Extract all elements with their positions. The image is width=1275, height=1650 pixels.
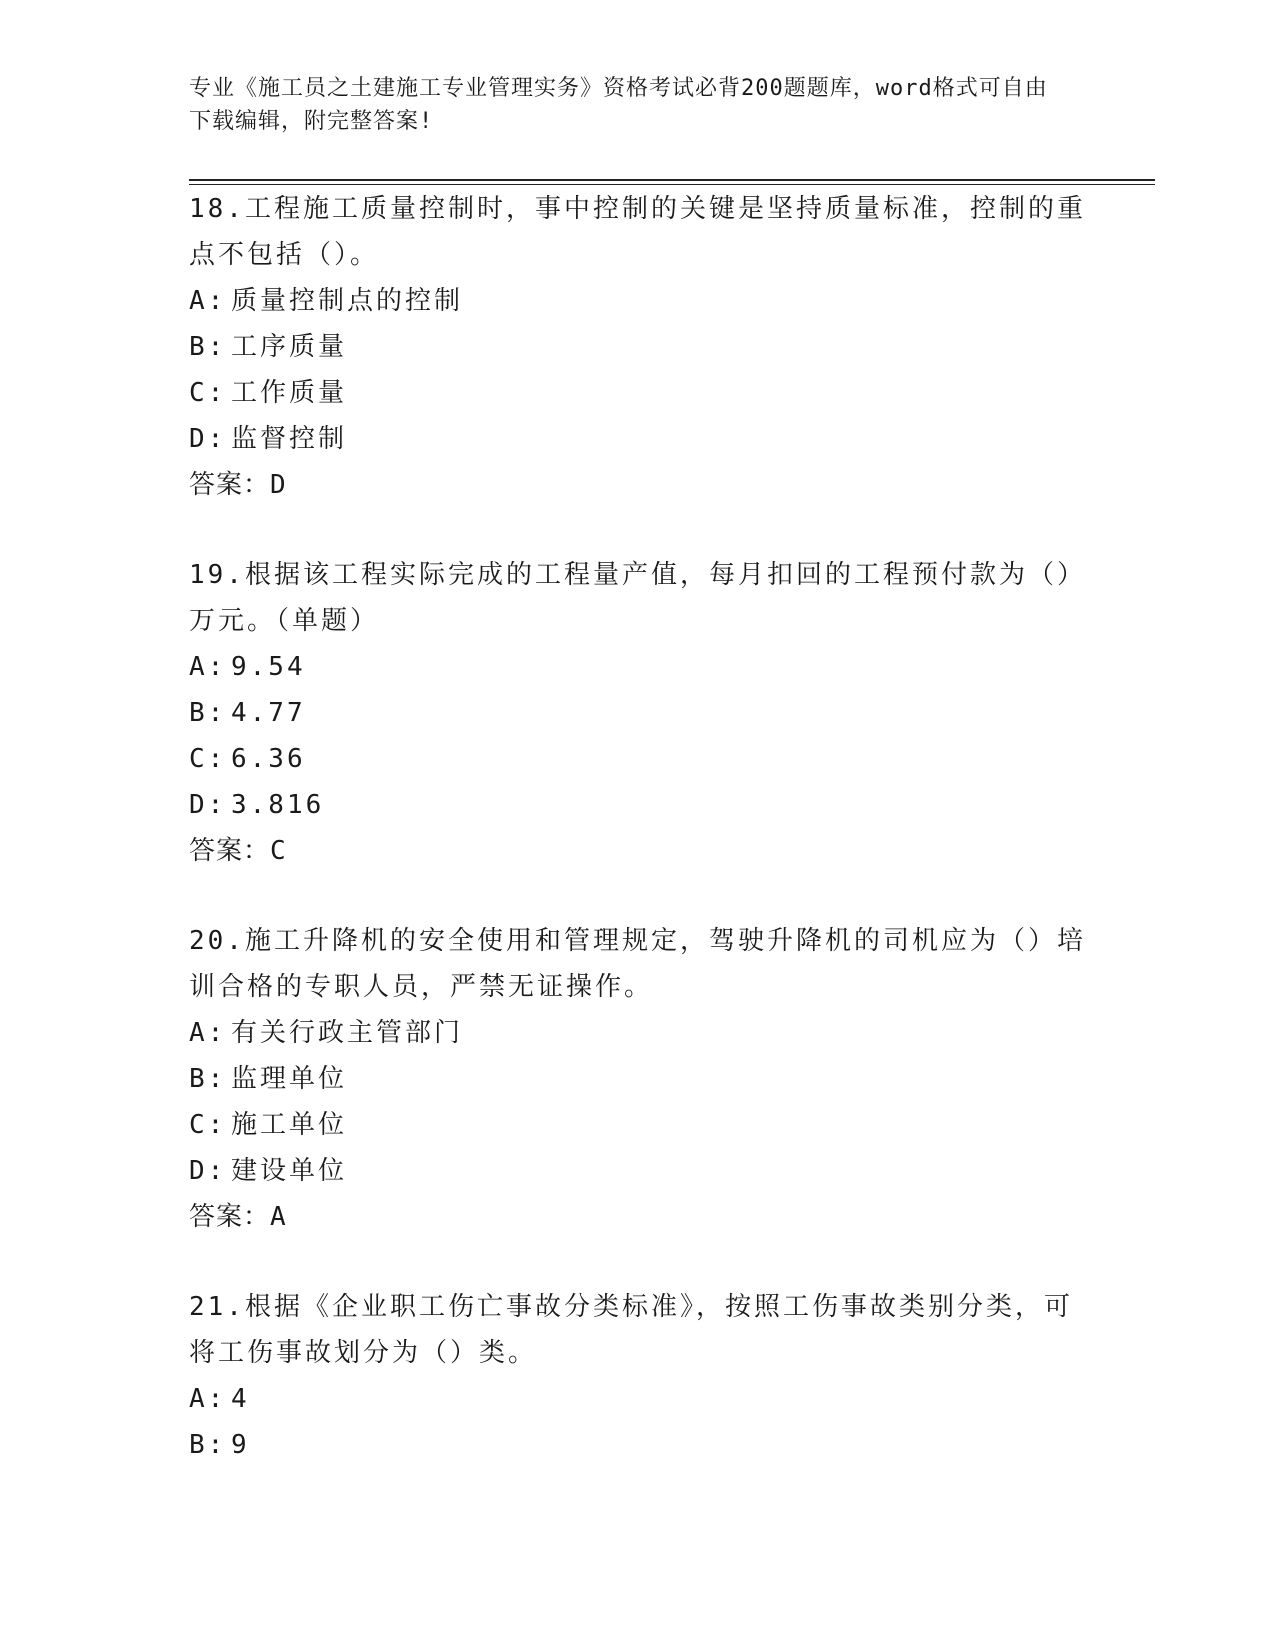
- option-letter: A:: [189, 1018, 227, 1048]
- option-a: [189, 644, 1089, 690]
- option-text: 3.816: [231, 790, 325, 820]
- option-text: 监督控制: [231, 424, 348, 454]
- option-text: 工序质量: [231, 332, 348, 362]
- option-a: [189, 1010, 1089, 1056]
- option-a: [189, 1376, 1089, 1422]
- answer-value: A: [270, 1202, 287, 1232]
- option-letter: D:: [189, 1156, 227, 1186]
- option-c: [189, 370, 1089, 416]
- question-item: [189, 186, 1089, 508]
- option-b: [189, 1422, 1089, 1468]
- document-header: [189, 72, 1069, 138]
- option-text: 工作质量: [231, 378, 348, 408]
- option-b: [189, 1056, 1089, 1102]
- option-letter: A:: [189, 286, 227, 316]
- answer-label: 答案：: [189, 470, 271, 500]
- option-letter: A:: [189, 1384, 227, 1414]
- question-text: 19.根据该工程实际完成的工程量产值，每月扣回的工程预付款为（）万元。（单题）: [189, 560, 1086, 636]
- answer-line: [189, 1194, 1089, 1240]
- option-text: 9: [231, 1430, 250, 1460]
- option-letter: C:: [189, 1110, 227, 1140]
- option-text: 建设单位: [231, 1156, 348, 1186]
- option-letter: A:: [189, 652, 227, 682]
- option-text: 监理单位: [231, 1064, 348, 1094]
- option-letter: C:: [189, 378, 227, 408]
- question-item: [189, 1284, 1089, 1468]
- header-title: 专业《施工员之土建施工专业管理实务》资格考试必背200题题库，word格式可自由下载编辑，附完整答案!: [189, 76, 1048, 134]
- option-b: [189, 324, 1089, 370]
- option-letter: D:: [189, 790, 227, 820]
- answer-label: 答案：: [189, 1202, 271, 1232]
- option-letter: D:: [189, 424, 227, 454]
- option-text: 4: [231, 1384, 250, 1414]
- option-text: 施工单位: [231, 1110, 348, 1140]
- option-text: 6.36: [231, 744, 306, 774]
- option-letter: B:: [189, 698, 227, 728]
- option-d: [189, 782, 1089, 828]
- option-c: [189, 736, 1089, 782]
- question-text: 21.根据《企业职工伤亡事故分类标准》，按照工伤事故类别分类，可将工伤事故划分为（）类。: [189, 1292, 1073, 1368]
- option-text: 质量控制点的控制: [231, 286, 464, 316]
- option-b: [189, 690, 1089, 736]
- option-letter: B:: [189, 332, 227, 362]
- answer-value: C: [270, 836, 287, 866]
- option-text: 9.54: [231, 652, 306, 682]
- question-list: [189, 186, 1089, 1512]
- option-d: [189, 1148, 1089, 1194]
- option-d: [189, 416, 1089, 462]
- option-letter: C:: [189, 744, 227, 774]
- question-item: [189, 918, 1089, 1240]
- option-text: 有关行政主管部门: [231, 1018, 464, 1048]
- option-letter: B:: [189, 1430, 227, 1460]
- header-divider: [189, 179, 1155, 185]
- question-text: 20.施工升降机的安全使用和管理规定，驾驶升降机的司机应为（）培训合格的专职人员，严禁无证操作。: [189, 926, 1086, 1002]
- answer-line: [189, 828, 1089, 874]
- question-item: [189, 552, 1089, 874]
- option-text: 4.77: [231, 698, 306, 728]
- answer-line: [189, 462, 1089, 508]
- question-text: 18.工程施工质量控制时，事中控制的关键是坚持质量标准，控制的重点不包括（）。: [189, 194, 1086, 270]
- option-letter: B:: [189, 1064, 227, 1094]
- option-a: [189, 278, 1089, 324]
- answer-label: 答案：: [189, 836, 271, 866]
- answer-value: D: [270, 470, 287, 500]
- option-c: [189, 1102, 1089, 1148]
